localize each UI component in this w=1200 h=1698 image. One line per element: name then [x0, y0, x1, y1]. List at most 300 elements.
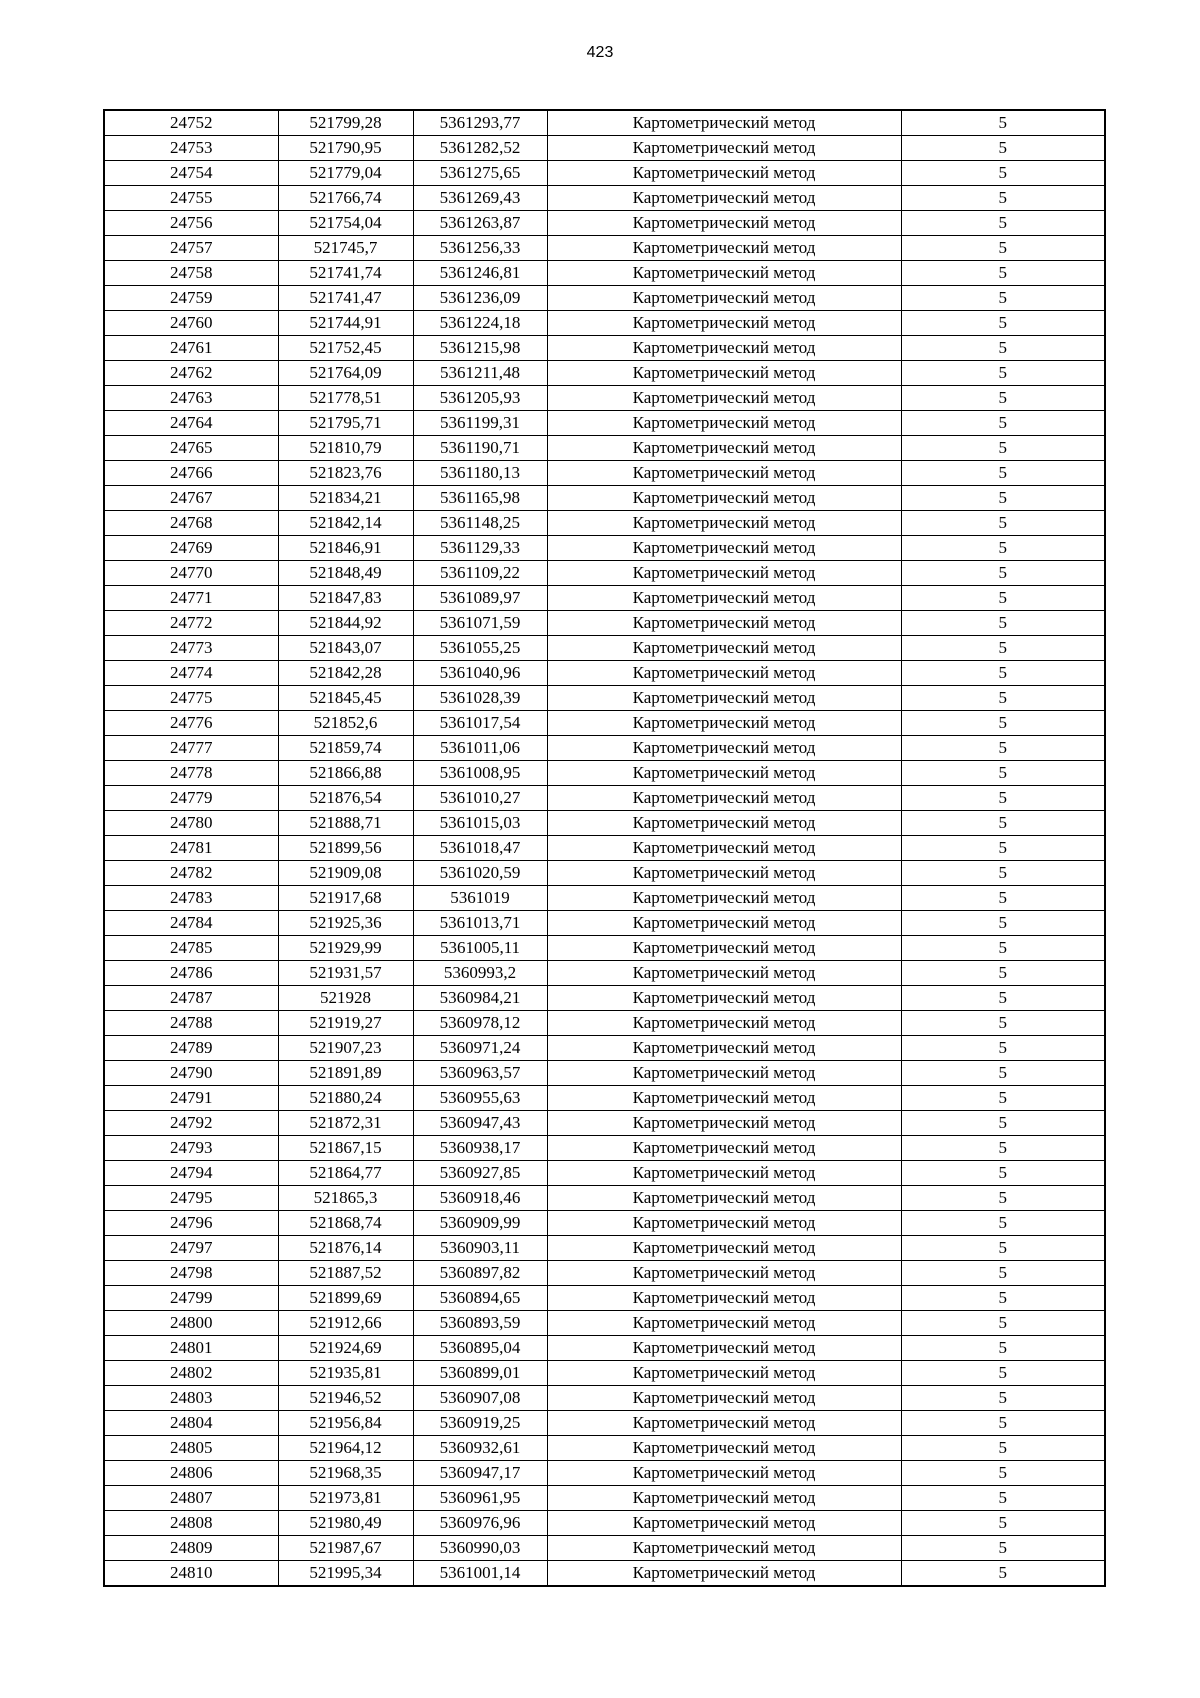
table-row	[104, 1136, 1105, 1161]
table-row	[104, 661, 1105, 686]
x-coordinate-cell: 521843,07	[278, 636, 413, 661]
point-number-cell: 24806	[104, 1461, 278, 1486]
point-number-cell: 24769	[104, 536, 278, 561]
method-cell: Картометрический метод	[547, 661, 901, 686]
point-number-cell: 24768	[104, 511, 278, 536]
x-coordinate-cell: 521876,54	[278, 786, 413, 811]
table-row	[104, 536, 1105, 561]
y-coordinate-cell: 5360978,12	[413, 1011, 547, 1036]
table-row	[104, 886, 1105, 911]
table-row	[104, 336, 1105, 361]
method-cell: Картометрический метод	[547, 586, 901, 611]
x-coordinate-cell: 521867,15	[278, 1136, 413, 1161]
method-cell: Картометрический метод	[547, 1461, 901, 1486]
method-cell: Картометрический метод	[547, 1511, 901, 1536]
point-number-cell: 24772	[104, 611, 278, 636]
table-row	[104, 1086, 1105, 1111]
coordinates-table-body	[104, 110, 1105, 1586]
accuracy-cell: 5	[901, 586, 1105, 611]
y-coordinate-cell: 5360947,17	[413, 1461, 547, 1486]
x-coordinate-cell: 521973,81	[278, 1486, 413, 1511]
method-cell: Картометрический метод	[547, 1561, 901, 1587]
method-cell: Картометрический метод	[547, 836, 901, 861]
table-row	[104, 1436, 1105, 1461]
page-number: 423	[586, 44, 614, 61]
table-row	[104, 786, 1105, 811]
point-number-cell: 24804	[104, 1411, 278, 1436]
method-cell: Картометрический метод	[547, 1036, 901, 1061]
x-coordinate-cell: 521779,04	[278, 161, 413, 186]
point-number-cell: 24789	[104, 1036, 278, 1061]
method-cell: Картометрический метод	[547, 461, 901, 486]
y-coordinate-cell: 5361148,25	[413, 511, 547, 536]
y-coordinate-cell: 5361028,39	[413, 686, 547, 711]
y-coordinate-cell: 5360984,21	[413, 986, 547, 1011]
accuracy-cell: 5	[901, 1486, 1105, 1511]
method-cell: Картометрический метод	[547, 1136, 901, 1161]
y-coordinate-cell: 5361001,14	[413, 1561, 547, 1587]
accuracy-cell: 5	[901, 411, 1105, 436]
accuracy-cell: 5	[901, 1536, 1105, 1561]
point-number-cell: 24776	[104, 711, 278, 736]
accuracy-cell: 5	[901, 1561, 1105, 1587]
x-coordinate-cell: 521764,09	[278, 361, 413, 386]
x-coordinate-cell: 521968,35	[278, 1461, 413, 1486]
y-coordinate-cell: 5361089,97	[413, 586, 547, 611]
method-cell: Картометрический метод	[547, 261, 901, 286]
x-coordinate-cell: 521891,89	[278, 1061, 413, 1086]
method-cell: Картометрический метод	[547, 761, 901, 786]
y-coordinate-cell: 5361055,25	[413, 636, 547, 661]
y-coordinate-cell: 5361211,48	[413, 361, 547, 386]
method-cell: Картометрический метод	[547, 386, 901, 411]
y-coordinate-cell: 5361224,18	[413, 311, 547, 336]
method-cell: Картометрический метод	[547, 711, 901, 736]
table-row	[104, 1561, 1105, 1587]
x-coordinate-cell: 521847,83	[278, 586, 413, 611]
accuracy-cell: 5	[901, 386, 1105, 411]
accuracy-cell: 5	[901, 136, 1105, 161]
table-row	[104, 211, 1105, 236]
method-cell: Картометрический метод	[547, 1286, 901, 1311]
point-number-cell: 24753	[104, 136, 278, 161]
y-coordinate-cell: 5361190,71	[413, 436, 547, 461]
point-number-cell: 24763	[104, 386, 278, 411]
point-number-cell: 24809	[104, 1536, 278, 1561]
table-row	[104, 461, 1105, 486]
y-coordinate-cell: 5361109,22	[413, 561, 547, 586]
method-cell: Картометрический метод	[547, 536, 901, 561]
method-cell: Картометрический метод	[547, 1111, 901, 1136]
table-row	[104, 386, 1105, 411]
method-cell: Картометрический метод	[547, 361, 901, 386]
y-coordinate-cell: 5361019	[413, 886, 547, 911]
point-number-cell: 24764	[104, 411, 278, 436]
accuracy-cell: 5	[901, 336, 1105, 361]
method-cell: Картометрический метод	[547, 486, 901, 511]
x-coordinate-cell: 521931,57	[278, 961, 413, 986]
table-row	[104, 1486, 1105, 1511]
table-row	[104, 236, 1105, 261]
accuracy-cell: 5	[901, 661, 1105, 686]
accuracy-cell: 5	[901, 1461, 1105, 1486]
method-cell: Картометрический метод	[547, 1436, 901, 1461]
table-row	[104, 736, 1105, 761]
method-cell: Картометрический метод	[547, 1486, 901, 1511]
method-cell: Картометрический метод	[547, 211, 901, 236]
method-cell: Картометрический метод	[547, 1011, 901, 1036]
y-coordinate-cell: 5360947,43	[413, 1111, 547, 1136]
table-row	[104, 586, 1105, 611]
point-number-cell: 24779	[104, 786, 278, 811]
x-coordinate-cell: 521907,23	[278, 1036, 413, 1061]
y-coordinate-cell: 5360894,65	[413, 1286, 547, 1311]
point-number-cell: 24782	[104, 861, 278, 886]
method-cell: Картометрический метод	[547, 1186, 901, 1211]
point-number-cell: 24762	[104, 361, 278, 386]
x-coordinate-cell: 521909,08	[278, 861, 413, 886]
y-coordinate-cell: 5361008,95	[413, 761, 547, 786]
y-coordinate-cell: 5361205,93	[413, 386, 547, 411]
x-coordinate-cell: 521752,45	[278, 336, 413, 361]
y-coordinate-cell: 5360990,03	[413, 1536, 547, 1561]
accuracy-cell: 5	[901, 686, 1105, 711]
table-row	[104, 561, 1105, 586]
accuracy-cell: 5	[901, 936, 1105, 961]
y-coordinate-cell: 5360907,08	[413, 1386, 547, 1411]
accuracy-cell: 5	[901, 1011, 1105, 1036]
point-number-cell: 24771	[104, 586, 278, 611]
accuracy-cell: 5	[901, 711, 1105, 736]
y-coordinate-cell: 5360932,61	[413, 1436, 547, 1461]
method-cell: Картометрический метод	[547, 936, 901, 961]
accuracy-cell: 5	[901, 1336, 1105, 1361]
point-number-cell: 24799	[104, 1286, 278, 1311]
point-number-cell: 24765	[104, 436, 278, 461]
x-coordinate-cell: 521868,74	[278, 1211, 413, 1236]
x-coordinate-cell: 521834,21	[278, 486, 413, 511]
x-coordinate-cell: 521859,74	[278, 736, 413, 761]
table-row	[104, 1286, 1105, 1311]
accuracy-cell: 5	[901, 236, 1105, 261]
accuracy-cell: 5	[901, 1261, 1105, 1286]
point-number-cell: 24756	[104, 211, 278, 236]
x-coordinate-cell: 521795,71	[278, 411, 413, 436]
point-number-cell: 24758	[104, 261, 278, 286]
x-coordinate-cell: 521845,45	[278, 686, 413, 711]
x-coordinate-cell: 521852,6	[278, 711, 413, 736]
method-cell: Картометрический метод	[547, 861, 901, 886]
y-coordinate-cell: 5361011,06	[413, 736, 547, 761]
y-coordinate-cell: 5361005,11	[413, 936, 547, 961]
y-coordinate-cell: 5361017,54	[413, 711, 547, 736]
accuracy-cell: 5	[901, 311, 1105, 336]
method-cell: Картометрический метод	[547, 636, 901, 661]
y-coordinate-cell: 5360955,63	[413, 1086, 547, 1111]
accuracy-cell: 5	[901, 286, 1105, 311]
table-row	[104, 636, 1105, 661]
table-row	[104, 1311, 1105, 1336]
point-number-cell: 24775	[104, 686, 278, 711]
x-coordinate-cell: 521929,99	[278, 936, 413, 961]
point-number-cell: 24757	[104, 236, 278, 261]
point-number-cell: 24800	[104, 1311, 278, 1336]
point-number-cell: 24810	[104, 1561, 278, 1587]
point-number-cell: 24797	[104, 1236, 278, 1261]
table-row	[104, 261, 1105, 286]
table-row	[104, 411, 1105, 436]
method-cell: Картометрический метод	[547, 811, 901, 836]
x-coordinate-cell: 521754,04	[278, 211, 413, 236]
y-coordinate-cell: 5361010,27	[413, 786, 547, 811]
method-cell: Картометрический метод	[547, 110, 901, 136]
accuracy-cell: 5	[901, 786, 1105, 811]
method-cell: Картометрический метод	[547, 1086, 901, 1111]
accuracy-cell: 5	[901, 1286, 1105, 1311]
point-number-cell: 24755	[104, 186, 278, 211]
table-row	[104, 1011, 1105, 1036]
accuracy-cell: 5	[901, 611, 1105, 636]
point-number-cell: 24754	[104, 161, 278, 186]
table-row	[104, 911, 1105, 936]
x-coordinate-cell: 521766,74	[278, 186, 413, 211]
method-cell: Картометрический метод	[547, 1261, 901, 1286]
accuracy-cell: 5	[901, 986, 1105, 1011]
table-row	[104, 136, 1105, 161]
x-coordinate-cell: 521744,91	[278, 311, 413, 336]
accuracy-cell: 5	[901, 110, 1105, 136]
point-number-cell: 24791	[104, 1086, 278, 1111]
accuracy-cell: 5	[901, 1211, 1105, 1236]
accuracy-cell: 5	[901, 211, 1105, 236]
point-number-cell: 24783	[104, 886, 278, 911]
method-cell: Картометрический метод	[547, 186, 901, 211]
point-number-cell: 24784	[104, 911, 278, 936]
table-row	[104, 1036, 1105, 1061]
y-coordinate-cell: 5360909,99	[413, 1211, 547, 1236]
accuracy-cell: 5	[901, 486, 1105, 511]
y-coordinate-cell: 5360938,17	[413, 1136, 547, 1161]
accuracy-cell: 5	[901, 511, 1105, 536]
x-coordinate-cell: 521987,67	[278, 1536, 413, 1561]
table-row	[104, 1111, 1105, 1136]
method-cell: Картометрический метод	[547, 161, 901, 186]
method-cell: Картометрический метод	[547, 286, 901, 311]
table-row	[104, 1061, 1105, 1086]
y-coordinate-cell: 5360895,04	[413, 1336, 547, 1361]
y-coordinate-cell: 5360927,85	[413, 1161, 547, 1186]
point-number-cell: 24798	[104, 1261, 278, 1286]
point-number-cell: 24795	[104, 1186, 278, 1211]
accuracy-cell: 5	[901, 1311, 1105, 1336]
y-coordinate-cell: 5361018,47	[413, 836, 547, 861]
y-coordinate-cell: 5360899,01	[413, 1361, 547, 1386]
x-coordinate-cell: 521846,91	[278, 536, 413, 561]
y-coordinate-cell: 5360897,82	[413, 1261, 547, 1286]
x-coordinate-cell: 521848,49	[278, 561, 413, 586]
accuracy-cell: 5	[901, 161, 1105, 186]
table-row	[104, 161, 1105, 186]
method-cell: Картометрический метод	[547, 411, 901, 436]
table-row	[104, 836, 1105, 861]
accuracy-cell: 5	[901, 1061, 1105, 1086]
point-number-cell: 24807	[104, 1486, 278, 1511]
y-coordinate-cell: 5360919,25	[413, 1411, 547, 1436]
accuracy-cell: 5	[901, 811, 1105, 836]
point-number-cell: 24796	[104, 1211, 278, 1236]
accuracy-cell: 5	[901, 1086, 1105, 1111]
x-coordinate-cell: 521842,28	[278, 661, 413, 686]
y-coordinate-cell: 5361215,98	[413, 336, 547, 361]
table-row	[104, 436, 1105, 461]
table-row	[104, 311, 1105, 336]
x-coordinate-cell: 521872,31	[278, 1111, 413, 1136]
table-row	[104, 1211, 1105, 1236]
table-row	[104, 511, 1105, 536]
point-number-cell: 24778	[104, 761, 278, 786]
x-coordinate-cell: 521810,79	[278, 436, 413, 461]
point-number-cell: 24808	[104, 1511, 278, 1536]
x-coordinate-cell: 521790,95	[278, 136, 413, 161]
method-cell: Картометрический метод	[547, 436, 901, 461]
x-coordinate-cell: 521995,34	[278, 1561, 413, 1587]
method-cell: Картометрический метод	[547, 311, 901, 336]
point-number-cell: 24774	[104, 661, 278, 686]
table-row	[104, 961, 1105, 986]
x-coordinate-cell: 521864,77	[278, 1161, 413, 1186]
x-coordinate-cell: 521899,69	[278, 1286, 413, 1311]
table-row	[104, 1386, 1105, 1411]
method-cell: Картометрический метод	[547, 886, 901, 911]
y-coordinate-cell: 5361199,31	[413, 411, 547, 436]
y-coordinate-cell: 5360971,24	[413, 1036, 547, 1061]
method-cell: Картометрический метод	[547, 1161, 901, 1186]
method-cell: Картометрический метод	[547, 236, 901, 261]
point-number-cell: 24770	[104, 561, 278, 586]
point-number-cell: 24752	[104, 110, 278, 136]
accuracy-cell: 5	[901, 436, 1105, 461]
point-number-cell: 24777	[104, 736, 278, 761]
method-cell: Картометрический метод	[547, 511, 901, 536]
table-row	[104, 1161, 1105, 1186]
method-cell: Картометрический метод	[547, 1311, 901, 1336]
y-coordinate-cell: 5361015,03	[413, 811, 547, 836]
x-coordinate-cell: 521741,47	[278, 286, 413, 311]
x-coordinate-cell: 521887,52	[278, 1261, 413, 1286]
table-row	[104, 986, 1105, 1011]
table-row	[104, 1511, 1105, 1536]
method-cell: Картометрический метод	[547, 1061, 901, 1086]
point-number-cell: 24766	[104, 461, 278, 486]
y-coordinate-cell: 5360961,95	[413, 1486, 547, 1511]
y-coordinate-cell: 5360976,96	[413, 1511, 547, 1536]
x-coordinate-cell: 521799,28	[278, 110, 413, 136]
y-coordinate-cell: 5361040,96	[413, 661, 547, 686]
accuracy-cell: 5	[901, 1386, 1105, 1411]
y-coordinate-cell: 5360963,57	[413, 1061, 547, 1086]
point-number-cell: 24785	[104, 936, 278, 961]
y-coordinate-cell: 5361180,13	[413, 461, 547, 486]
method-cell: Картометрический метод	[547, 1336, 901, 1361]
y-coordinate-cell: 5361263,87	[413, 211, 547, 236]
table-row	[104, 1536, 1105, 1561]
y-coordinate-cell: 5361275,65	[413, 161, 547, 186]
method-cell: Картометрический метод	[547, 1536, 901, 1561]
method-cell: Картометрический метод	[547, 1411, 901, 1436]
x-coordinate-cell: 521899,56	[278, 836, 413, 861]
table-row	[104, 486, 1105, 511]
method-cell: Картометрический метод	[547, 986, 901, 1011]
x-coordinate-cell: 521745,7	[278, 236, 413, 261]
y-coordinate-cell: 5361129,33	[413, 536, 547, 561]
table-row	[104, 1461, 1105, 1486]
x-coordinate-cell: 521956,84	[278, 1411, 413, 1436]
accuracy-cell: 5	[901, 961, 1105, 986]
x-coordinate-cell: 521865,3	[278, 1186, 413, 1211]
x-coordinate-cell: 521888,71	[278, 811, 413, 836]
accuracy-cell: 5	[901, 636, 1105, 661]
table-row	[104, 811, 1105, 836]
y-coordinate-cell: 5360918,46	[413, 1186, 547, 1211]
method-cell: Картометрический метод	[547, 1386, 901, 1411]
table-row	[104, 361, 1105, 386]
accuracy-cell: 5	[901, 1111, 1105, 1136]
point-number-cell: 24803	[104, 1386, 278, 1411]
table-row	[104, 611, 1105, 636]
y-coordinate-cell: 5361165,98	[413, 486, 547, 511]
table-row	[104, 286, 1105, 311]
y-coordinate-cell: 5361256,33	[413, 236, 547, 261]
x-coordinate-cell: 521919,27	[278, 1011, 413, 1036]
point-number-cell: 24761	[104, 336, 278, 361]
accuracy-cell: 5	[901, 1136, 1105, 1161]
x-coordinate-cell: 521880,24	[278, 1086, 413, 1111]
method-cell: Картометрический метод	[547, 336, 901, 361]
table-row	[104, 1186, 1105, 1211]
accuracy-cell: 5	[901, 261, 1105, 286]
y-coordinate-cell: 5361020,59	[413, 861, 547, 886]
table-row	[104, 761, 1105, 786]
table-row	[104, 1411, 1105, 1436]
accuracy-cell: 5	[901, 1361, 1105, 1386]
point-number-cell: 24786	[104, 961, 278, 986]
point-number-cell: 24780	[104, 811, 278, 836]
point-number-cell: 24760	[104, 311, 278, 336]
x-coordinate-cell: 521866,88	[278, 761, 413, 786]
method-cell: Картометрический метод	[547, 1236, 901, 1261]
point-number-cell: 24787	[104, 986, 278, 1011]
accuracy-cell: 5	[901, 761, 1105, 786]
table-row	[104, 686, 1105, 711]
x-coordinate-cell: 521980,49	[278, 1511, 413, 1536]
y-coordinate-cell: 5360993,2	[413, 961, 547, 986]
x-coordinate-cell: 521741,74	[278, 261, 413, 286]
point-number-cell: 24793	[104, 1136, 278, 1161]
accuracy-cell: 5	[901, 1511, 1105, 1536]
y-coordinate-cell: 5361293,77	[413, 110, 547, 136]
point-number-cell: 24805	[104, 1436, 278, 1461]
point-number-cell: 24788	[104, 1011, 278, 1036]
x-coordinate-cell: 521842,14	[278, 511, 413, 536]
x-coordinate-cell: 521912,66	[278, 1311, 413, 1336]
x-coordinate-cell: 521823,76	[278, 461, 413, 486]
y-coordinate-cell: 5361246,81	[413, 261, 547, 286]
x-coordinate-cell: 521925,36	[278, 911, 413, 936]
table-row	[104, 186, 1105, 211]
accuracy-cell: 5	[901, 1411, 1105, 1436]
accuracy-cell: 5	[901, 461, 1105, 486]
x-coordinate-cell: 521778,51	[278, 386, 413, 411]
